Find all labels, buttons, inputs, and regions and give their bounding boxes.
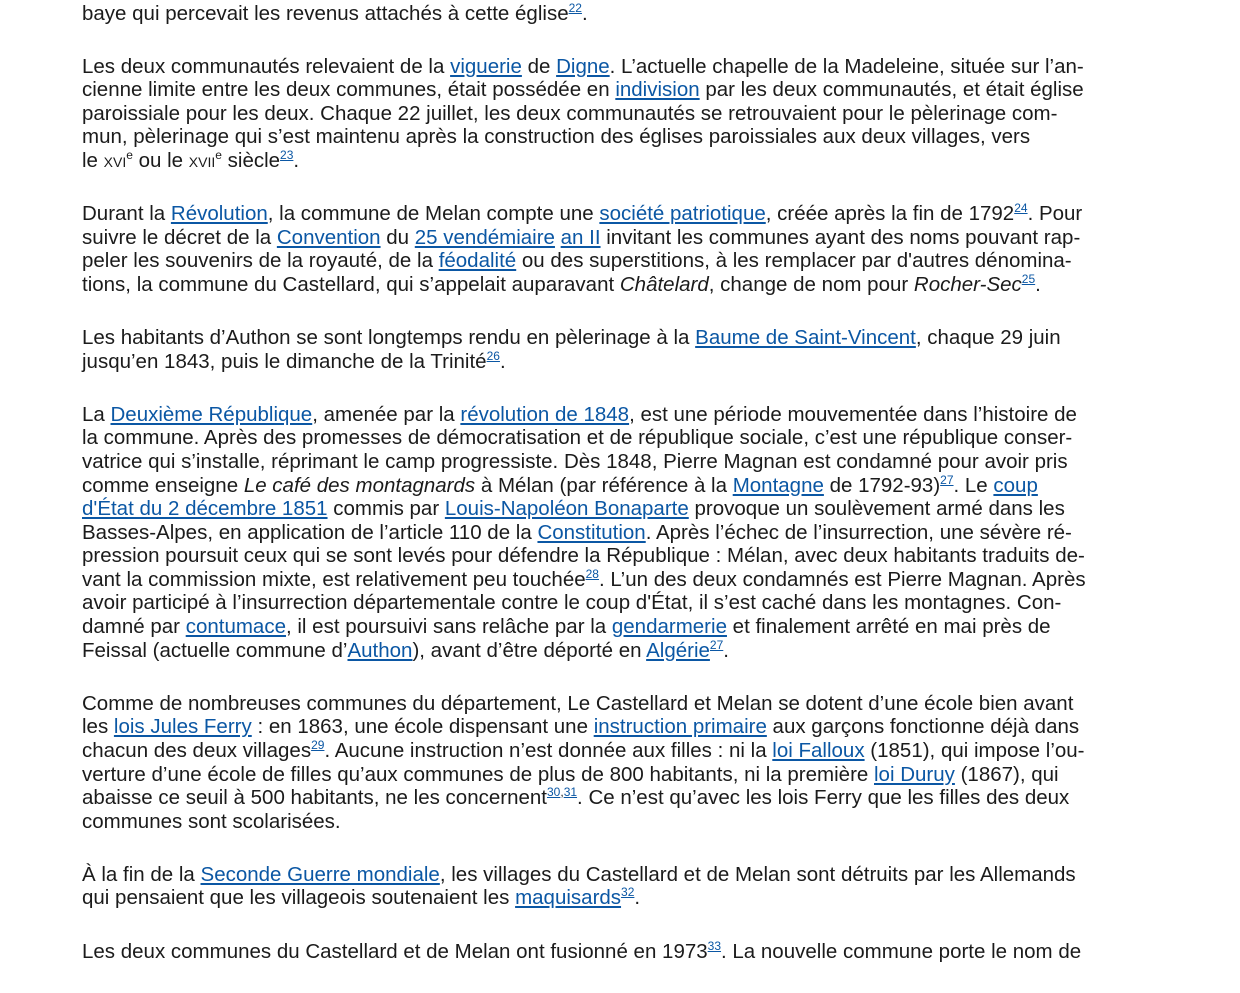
text-run: . Le: [953, 473, 994, 497]
paragraph: [82, 863, 1160, 910]
superscript: e: [126, 148, 133, 163]
article-link[interactable]: coup: [993, 473, 1038, 497]
superscript: [621, 885, 634, 899]
article-link[interactable]: Deuxième République: [110, 402, 313, 426]
text-run: , change de nom pour: [708, 272, 914, 296]
text-run: abaisse ce seuil à 500 habitants, ne les concernent: [82, 786, 547, 810]
footnote-ref-link[interactable]: 27: [709, 637, 724, 652]
footnote-ref-link[interactable]: 33: [707, 938, 722, 953]
text-run: la commune. Après des promesses de démocratisation et de république sociale, c’est une république conser-: [82, 426, 1073, 450]
paragraph: [82, 0, 1160, 25]
article-link[interactable]: Baume de Saint-Vincent: [695, 326, 916, 350]
superscript: [487, 349, 500, 363]
article-link[interactable]: féodalité: [438, 249, 517, 273]
footnote-ref-link[interactable]: 29: [311, 737, 325, 752]
text-run: suivre le décret de la: [82, 225, 277, 249]
text-run: .: [723, 638, 729, 662]
text-run: À la fin de la: [82, 862, 201, 886]
superscript: [710, 638, 723, 652]
footnote-ref-link[interactable]: 23: [280, 148, 294, 163]
superscript: [1022, 272, 1035, 286]
text-run: pression poursuit ceux qui se sont levés pour défendre la République : Mélan, avec deux habitants traduits de-: [82, 544, 1085, 568]
footnote-ref-link[interactable]: 22: [568, 0, 582, 15]
text-run: , chaque 29 juin: [915, 326, 1061, 350]
text-run: .: [581, 1, 588, 25]
text-run: les: [82, 715, 114, 739]
text-run: .: [499, 349, 506, 373]
text-run: damné par: [82, 615, 186, 639]
article-body: [82, 0, 1160, 993]
superscript: [564, 785, 577, 799]
superscript: [569, 1, 582, 15]
article-link[interactable]: Montagne: [732, 473, 824, 497]
article-link[interactable]: [913, 0, 1032, 1]
text-run: vant la commission mixte, est relativement peu touchée: [82, 567, 586, 591]
superscript: [940, 473, 953, 487]
text-run: cienne limite entre les deux communes, était possédée en: [82, 78, 616, 102]
text-run: verture d’une école de filles qu’aux communes de plus de 800 habitants, ni la première: [82, 762, 874, 786]
text-run: . Ce n’est qu’avec les lois Ferry que les filles des deux: [577, 786, 1070, 810]
article-link[interactable]: loi Duruy: [874, 762, 955, 786]
text-run: . Pour: [1027, 202, 1083, 226]
article-link[interactable]: d'État du 2 décembre 1851: [82, 497, 328, 521]
paragraph: [82, 403, 1160, 663]
text-run: vatrice qui s’installe, réprimant le camp progressiste. Dès 1848, Pierre Magnan est condamné pour avoir pris: [82, 449, 1068, 473]
text-run: à Mélan (par référence à la: [475, 473, 733, 497]
superscript: [547, 785, 560, 799]
footnote-ref-link[interactable]: 30: [546, 785, 561, 800]
text-run: qui pensaient que les villageois soutenaient les: [82, 886, 516, 910]
footnote-ref-link[interactable]: 32: [621, 885, 635, 900]
superscript: [586, 567, 599, 581]
footnote-ref-link[interactable]: 27: [940, 472, 954, 487]
text-run: mun, pèlerinage qui s’est maintenu après la construction des églises paroissiales aux deux villages, vers: [82, 125, 1031, 149]
text-run: du: [380, 225, 415, 249]
text-run: (1851), qui impose l’ou-: [864, 738, 1085, 762]
text-run: provoque un soulèvement armé dans les: [688, 497, 1065, 521]
text-run: Feissal (actuelle commune d’: [82, 638, 348, 662]
article-link[interactable]: Convention: [276, 225, 381, 249]
article-link[interactable]: révolution de 1848: [460, 402, 630, 426]
article-link[interactable]: 25 vendémiaire: [414, 225, 555, 249]
article-link[interactable]: Seconde Guerre mondiale: [200, 862, 440, 886]
text-run: de: [521, 54, 557, 78]
small-caps-text: xvii: [188, 149, 216, 173]
paragraph: [82, 202, 1160, 296]
text-run: Les deux communes du Castellard et de Melan ont fusionné en 1973: [82, 939, 708, 963]
article-link[interactable]: indivision: [615, 78, 700, 102]
text-run: paroissiale pour les deux. Chaque 22 juillet, les deux communautés se retrouvaient pour le pèlerinage com-: [82, 101, 1058, 125]
text-run: aux garçons fonctionne déjà dans: [766, 715, 1080, 739]
text-run: peler les souvenirs de la royauté, de la: [82, 249, 439, 273]
text-run: et finalement arrêté en mai près de: [726, 615, 1051, 639]
text-run: . Aucune instruction n’est donnée aux filles : ni la: [324, 738, 773, 762]
text-run: jusqu’en 1843, puis le dimanche de la Trinité: [82, 349, 487, 373]
text-run: . Après l’échec de l’insurrection, une sévère ré-: [645, 520, 1072, 544]
article-link[interactable]: Constitution: [537, 520, 646, 544]
superscript: [708, 939, 721, 953]
text-run: siècle: [221, 149, 281, 173]
article-link[interactable]: société patriotique: [599, 202, 766, 226]
text-run: La: [82, 402, 111, 426]
text-run: . L’un des deux condamnés est Pierre Magnan. Après: [598, 567, 1086, 591]
text-run: tions, la commune du Castellard, qui s’appelait auparavant: [82, 272, 620, 296]
article-link[interactable]: viguerie: [450, 54, 522, 78]
text-run: .: [1035, 272, 1041, 296]
paragraph: [82, 940, 1160, 964]
text-run: .: [634, 886, 641, 910]
text-run: par les deux communautés, et était église: [699, 78, 1084, 102]
article-link[interactable]: Algérie: [646, 638, 710, 662]
superscript: [280, 148, 293, 162]
text-run: chacun des deux villages: [82, 738, 312, 762]
text-run: avoir participé à l’insurrection départementale contre le coup d'État, il s’est caché dans les montagnes. Con-: [82, 591, 1062, 615]
article-link[interactable]: Révolution: [170, 202, 268, 226]
text-run: , il est poursuivi sans relâche par la: [285, 615, 612, 639]
text-run: , est une période mouvementée dans l’histoire de: [629, 402, 1077, 426]
text-run: de 1792-93): [823, 473, 941, 497]
superscript: e: [215, 148, 222, 163]
text-run: . La nouvelle commune porte le nom de: [721, 939, 1082, 963]
superscript: [1014, 201, 1027, 215]
text-run: [1031, 0, 1079, 1]
text-run: comme enseigne: [82, 473, 244, 497]
text-run: , la commune de Melan compte une: [267, 202, 600, 226]
superscript: ,: [560, 785, 564, 800]
text-run: ), avant d’être déporté en: [412, 638, 647, 662]
text-run: Durant la: [82, 202, 171, 226]
text-run: ou des superstitions, à les remplacer par d'autres dénomina-: [516, 249, 1072, 273]
text-run: Les deux communautés relevaient de la: [82, 54, 451, 78]
text-run: Basses-Alpes, en application de l’article 110 de la: [82, 520, 538, 544]
text-run: ou le: [132, 149, 189, 173]
article-link[interactable]: Louis-Napoléon Bonaparte: [444, 497, 689, 521]
paragraph: [82, 692, 1160, 834]
article-link[interactable]: instruction primaire: [593, 715, 767, 739]
text-run: communes sont scolarisées.: [82, 809, 341, 833]
text-run: (1867), qui: [954, 762, 1059, 786]
text-run: baye qui percevait les revenus attachés à cette église: [82, 1, 569, 25]
footnote-ref-link[interactable]: 25: [1021, 271, 1036, 286]
article-link[interactable]: Authon: [347, 638, 413, 662]
text-run: , créée après la fin de 1792: [765, 202, 1015, 226]
italic-text: Châtelard: [619, 272, 709, 296]
text-run: .: [293, 149, 300, 173]
text-run: commis par: [327, 497, 445, 521]
article-link[interactable]: gendarmerie: [611, 615, 727, 639]
article-link[interactable]: an II: [560, 225, 601, 249]
paragraph: [82, 326, 1160, 373]
text-run: Les habitants d’Authon se sont longtemps rendu en pèlerinage à la: [82, 326, 696, 350]
article-link[interactable]: maquisards: [515, 886, 622, 910]
superscript: [311, 738, 324, 752]
article-link[interactable]: Digne: [556, 54, 610, 78]
text-run: invitant les communes ayant des noms pouvant rap-: [600, 225, 1081, 249]
text-run: . L’actuelle chapelle de la Madeleine, située sur l’an-: [609, 54, 1084, 78]
footnote-ref-link[interactable]: 31: [563, 785, 578, 800]
text-run: : en 1863, une école dispensant une: [251, 715, 594, 739]
paragraph: [82, 55, 1160, 173]
text-run: le: [82, 149, 104, 173]
footnote-ref-link[interactable]: 24: [1014, 201, 1028, 216]
text-run: , amenée par la: [312, 402, 461, 426]
italic-text: Rocher-Sec: [913, 272, 1022, 296]
text-run: , les villages du Castellard et de Melan sont détruits par les Allemands: [439, 862, 1076, 886]
article-link[interactable]: lois Jules Ferry: [113, 715, 252, 739]
small-caps-text: xvi: [103, 149, 127, 173]
italic-text: Le café des montagnards: [243, 473, 476, 497]
footnote-ref-link[interactable]: 28: [585, 566, 599, 581]
footnote-ref-link[interactable]: 26: [486, 348, 500, 363]
article-link[interactable]: contumace: [185, 615, 286, 639]
text-run: Comme de nombreuses communes du département, Le Castellard et Melan se dotent d’une école bien avant: [82, 691, 1074, 715]
article-link[interactable]: loi Falloux: [772, 738, 865, 762]
